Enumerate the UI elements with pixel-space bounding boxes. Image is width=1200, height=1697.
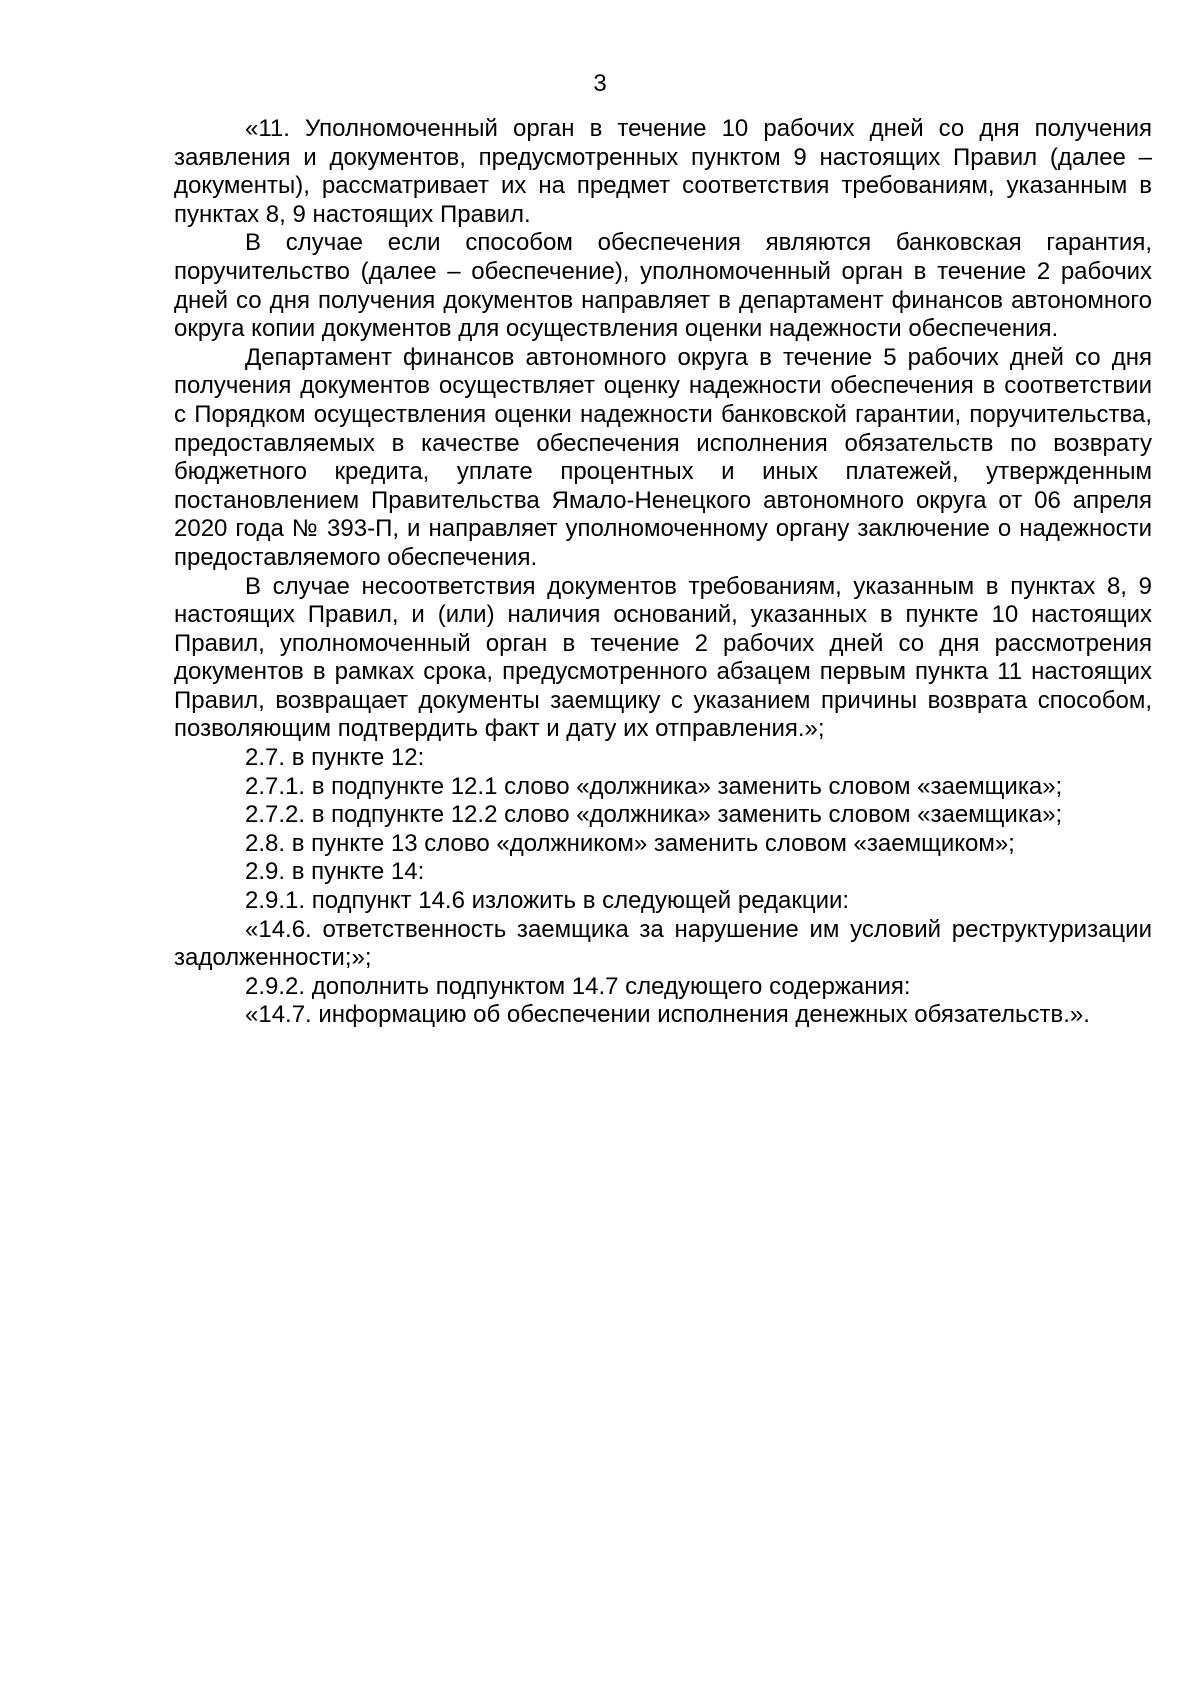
page-number: 3 bbox=[593, 70, 607, 97]
paragraph-11: «11. Уполномоченный орган в течение 10 рабочих дней со дня получения заявления и документов, предусмотренных пунктом 9 настоящих Правил (далее – документы), рассматривает их на предмет соответствия требованиям, указанным в пунктах 8, 9 настоящих Правил. bbox=[174, 115, 1152, 228]
paragraph-guarantee: В случае если способом обеспечения являются банковская гарантия, поручительство (далее – обеспечение), уполномоченный орган в течение 2 рабочих дней со дня получения документов направляет в департамент финансов автономного округа копии документов для осуществления оценки надежности обеспечения. bbox=[174, 229, 1152, 343]
item-2-7-2: 2.7.2. в подпункте 12.2 слово «должника» заменить словом «заемщика»; bbox=[245, 801, 1063, 829]
item-2-9-1: 2.9.1. подпункт 14.6 изложить в следующей редакции: bbox=[245, 887, 850, 915]
item-2-9-2: 2.9.2. дополнить подпунктом 14.7 следующего содержания: bbox=[245, 972, 911, 1000]
item-2-7-1: 2.7.1. в подпункте 12.1 слово «должника» заменить словом «заемщика»; bbox=[245, 772, 1063, 800]
item-2-8: 2.8. в пункте 13 слово «должником» заменить словом «заемщиком»; bbox=[245, 829, 1015, 857]
paragraph-14-6: «14.6. ответственность заемщика за нарушение им условий реструктуризации задолженности;»; bbox=[174, 915, 1152, 972]
paragraph-finance-department: Департамент финансов автономного округа в течение 5 рабочих дней со дня получения документов осуществляет оценку надежности обеспечения в соответствии с Порядком осуществления оценки надежности банковской гарантии, поручительства, предоставляемых в качестве обеспечения исполнения обязательств по возврату бюджетного кредита, уплате процентных и иных платежей, утвержденным постановлением Правительства Ямало-Ненецкого автономного округа от 06 апреля 2020 года № 393-П, и направляет уполномоченному органу заключение о надежности предоставляемого обеспечения. bbox=[174, 343, 1152, 571]
paragraph-nonconformity: В случае несоответствия документов требованиям, указанным в пунктах 8, 9 настоящих Правил, и (или) наличия оснований, указанных в пункте 10 настоящих Правил, уполномоченный орган в течение 2 рабочих дней со дня рассмотрения документов в рамках срока, предусмотренного абзацем первым пункта 11 настоящих Правил, возвращает документы заемщику с указанием причины возврата способом, позволяющим подтвердить факт и дату их отправления.»; bbox=[174, 572, 1152, 743]
paragraph-14-7: «14.7. информацию об обеспечении исполнения денежных обязательств.». bbox=[245, 1001, 1090, 1029]
item-2-9: 2.9. в пункте 14: bbox=[245, 858, 425, 886]
item-2-7: 2.7. в пункте 12: bbox=[245, 744, 425, 772]
document-body bbox=[174, 115, 1152, 1030]
